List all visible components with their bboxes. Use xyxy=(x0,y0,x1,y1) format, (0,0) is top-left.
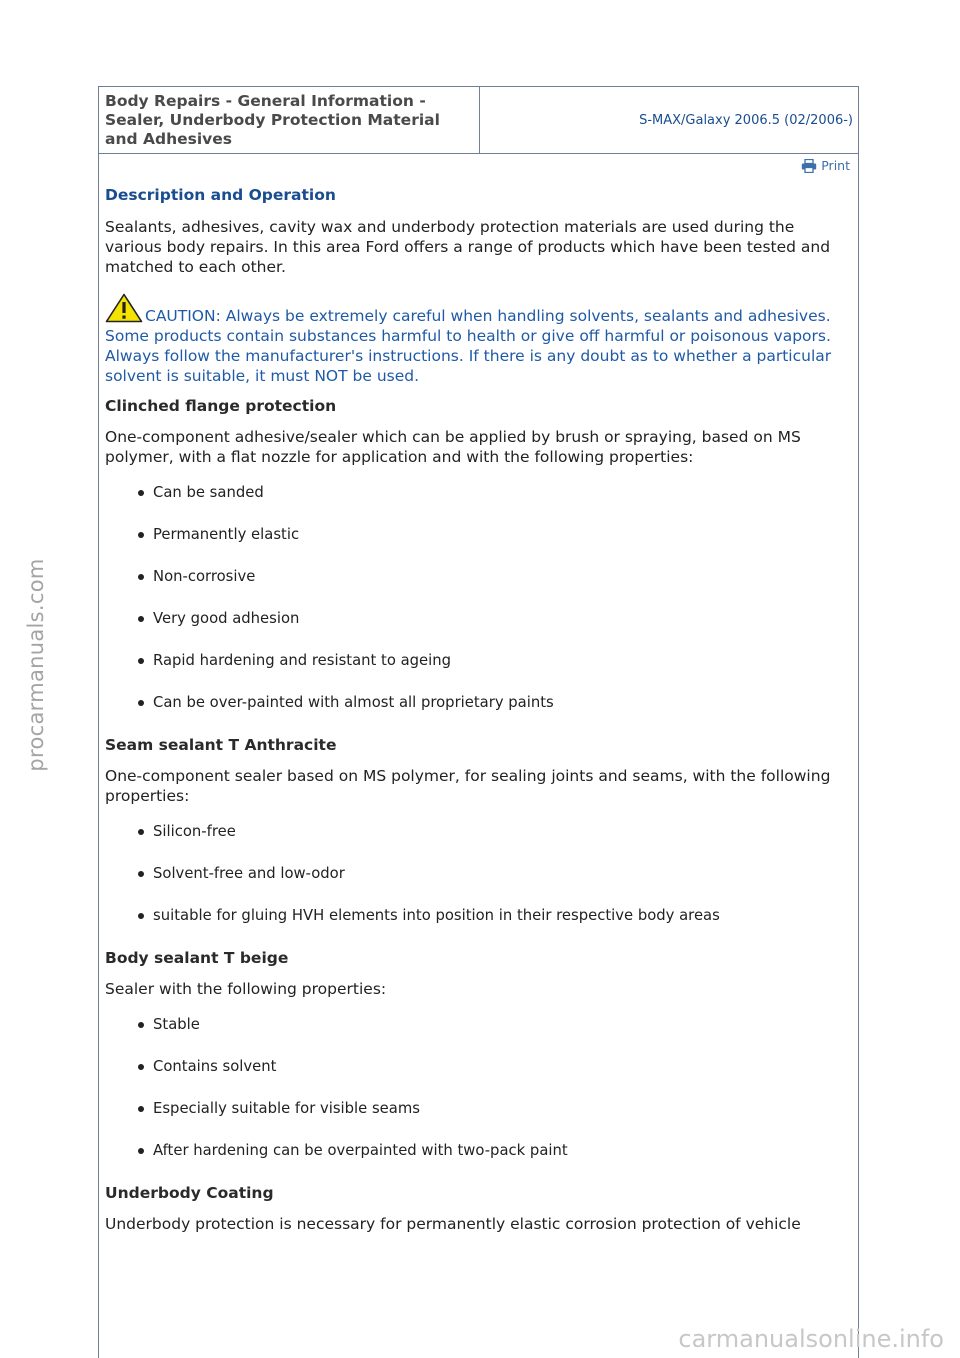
document-body xyxy=(105,185,850,1250)
list-item: Silicon-free xyxy=(137,822,850,864)
section-heading: Underbody Coating xyxy=(105,1184,274,1202)
caution-block xyxy=(105,293,850,386)
bullet-icon xyxy=(138,871,144,877)
section-heading: Clinched flange protection xyxy=(105,397,337,415)
bullet-icon xyxy=(138,574,144,580)
bullet-icon xyxy=(138,658,144,664)
bullet-icon xyxy=(138,829,144,835)
print-label: Print xyxy=(821,158,850,173)
bullet-icon xyxy=(138,490,144,496)
property-list xyxy=(105,822,850,948)
printer-icon xyxy=(801,159,817,173)
bullet-icon xyxy=(138,1022,144,1028)
model-label: S-MAX/Galaxy 2006.5 (02/2006-) xyxy=(639,113,853,128)
header-divider xyxy=(479,87,480,153)
section-text: Underbody protection is necessary for permanently elastic corrosion protection of vehicle xyxy=(105,1215,801,1233)
bullet-icon xyxy=(138,616,144,622)
list-item: Very good adhesion xyxy=(137,609,850,651)
section-heading: Seam sealant T Anthracite xyxy=(105,736,337,754)
bullet-icon xyxy=(138,700,144,706)
side-watermark xyxy=(0,0,60,1358)
page-title: Body Repairs - General Information - Sealer, Underbody Protection Material and Adhesives xyxy=(105,92,440,148)
bullet-icon xyxy=(138,1064,144,1070)
section-title: Description and Operation xyxy=(105,186,336,204)
bullet-icon xyxy=(138,532,144,538)
list-item: suitable for gluing HVH elements into position in their respective body areas xyxy=(137,906,850,948)
list-item: Non-corrosive xyxy=(137,567,850,609)
bullet-icon xyxy=(138,913,144,919)
document-frame xyxy=(98,86,859,1358)
print-button[interactable] xyxy=(801,158,850,173)
bullet-icon xyxy=(138,1106,144,1112)
intro-paragraph: Sealants, adhesives, cavity wax and underbody protection materials are used during the various body repairs. In this area Ford offers a range of products which have been tested and matched to each other. xyxy=(105,218,831,276)
property-list xyxy=(105,483,850,735)
list-item: Rapid hardening and resistant to ageing xyxy=(137,651,850,693)
list-item: Permanently elastic xyxy=(137,525,850,567)
side-watermark-text: procarmanuals.com xyxy=(24,558,48,772)
bullet-icon xyxy=(138,1148,144,1154)
list-item: Especially suitable for visible seams xyxy=(137,1099,850,1141)
document-header xyxy=(99,87,858,154)
list-item: Can be over-painted with almost all proprietary paints xyxy=(137,693,850,735)
caution-text: CAUTION: Always be extremely careful when handling solvents, sealants and adhesives. Some products contain substances harmful to health or give off harmful or poisonous vapors. Always follow the manufacturer's instructions. If there is any doubt as to whether a particular solvent is suitable, it must NOT be used. xyxy=(105,307,832,385)
section-text: One-component sealer based on MS polymer, for sealing joints and seams, with the following properties: xyxy=(105,767,831,805)
list-item: Can be sanded xyxy=(137,483,850,525)
bottom-watermark: carmanualsonline.info xyxy=(678,1325,944,1353)
list-item: Contains solvent xyxy=(137,1057,850,1099)
list-item: Stable xyxy=(137,1015,850,1057)
section-text: Sealer with the following properties: xyxy=(105,980,387,998)
property-list xyxy=(105,1015,850,1183)
section-heading: Body sealant T beige xyxy=(105,949,289,967)
section-text: One-component adhesive/sealer which can be applied by brush or spraying, based on MS polymer, with a flat nozzle for application and with the following properties: xyxy=(105,428,801,466)
list-item: Solvent-free and low-odor xyxy=(137,864,850,906)
warning-icon xyxy=(105,293,143,323)
list-item: After hardening can be overpainted with two-pack paint xyxy=(137,1141,850,1183)
